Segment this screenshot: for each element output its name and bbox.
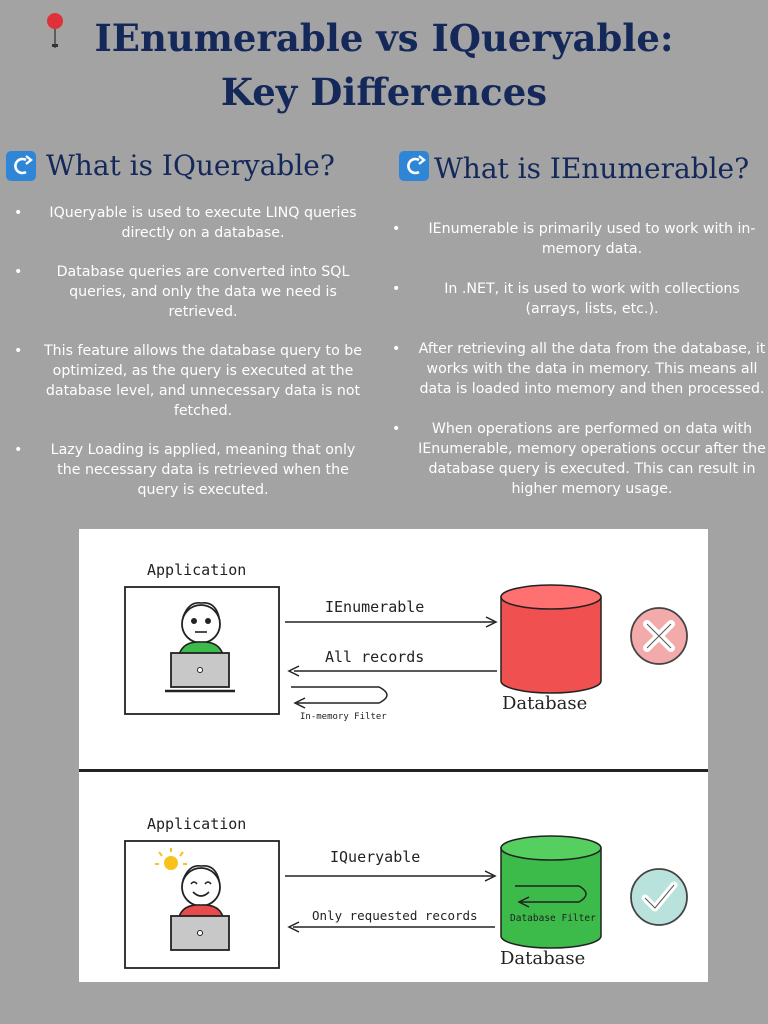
list-item: • After retrieving all the data from the database, it works with the data in memory. This means all data is loaded into memory and then processed. (392, 339, 766, 399)
application-label: Application (147, 815, 247, 833)
list-item: • Lazy Loading is applied, meaning that only the necessary data is retrieved when the query is executed. (14, 440, 366, 500)
list-item: • In .NET, it is used to work with collections (arrays, lists, etc.). (392, 279, 766, 319)
iqueryable-heading: What is IQueryable? (46, 149, 335, 182)
database-cylinder (501, 585, 601, 693)
database-label: Database (500, 948, 586, 969)
check-icon (631, 869, 687, 925)
application-label: Application (147, 561, 247, 579)
iqueryable-diagram (79, 772, 708, 982)
in-memory-filter-arrow (291, 687, 387, 708)
database-label: Database (502, 693, 588, 714)
list-item: • IEnumerable is primarily used to work with in-memory data. (392, 219, 766, 259)
only-requested-records-label: Only requested records (312, 908, 478, 923)
cross-icon (631, 608, 687, 664)
list-item: • This feature allows the database query to be optimized, as the query is executed at the database level, and unnecessary data is not fetched. (14, 341, 366, 421)
list-item: • IQueryable is used to execute LINQ queries directly on a database. (14, 203, 366, 243)
response-arrow (289, 922, 495, 932)
iqueryable-diagram-drawing (79, 772, 708, 982)
response-arrow (289, 666, 497, 676)
page-title-line-2: Key Differences (220, 70, 548, 114)
redirect-arrow-icon (399, 151, 429, 181)
iqueryable-arrow-label: IQueryable (330, 848, 421, 866)
iqueryable-bullet-list (14, 203, 366, 500)
redirect-arrow-icon (6, 151, 36, 181)
request-arrow (285, 617, 496, 627)
page-title-line-1: IEnumerable vs IQueryable: (94, 16, 674, 60)
all-records-label: All records (325, 648, 425, 666)
ienumerable-arrow-label: IEnumerable (325, 598, 425, 616)
list-item: • Database queries are converted into SQL queries, and only the data we need is retrieved. (14, 262, 366, 322)
list-item: • When operations are performed on data with IEnumerable, memory operations occur after the database query is executed. This can result in higher memory usage. (392, 419, 766, 499)
ienumerable-heading: What is IEnumerable? (434, 152, 750, 185)
ienumerable-bullet-list (392, 219, 766, 499)
database-filter-label: Database Filter (510, 913, 596, 924)
in-memory-filter-label: In-memory Filter (300, 712, 387, 722)
ienumerable-diagram (79, 529, 708, 769)
request-arrow (285, 871, 495, 881)
